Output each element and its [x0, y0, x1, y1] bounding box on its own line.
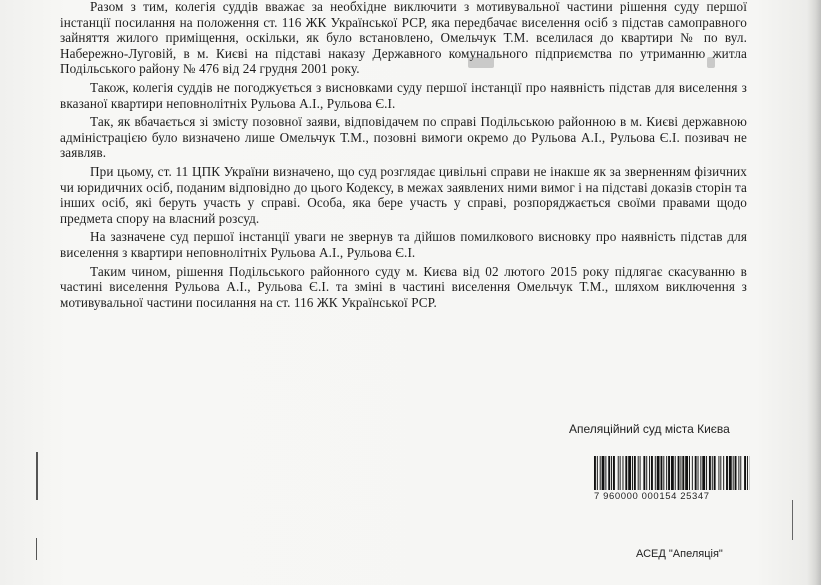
barcode-bar	[729, 456, 732, 490]
barcode-bar	[640, 456, 641, 490]
barcode-bar	[692, 456, 693, 490]
barcode-bar	[700, 456, 701, 490]
barcode-bar	[680, 456, 681, 490]
barcode-bar	[740, 456, 741, 490]
barcode-bar	[709, 456, 711, 490]
barcode-bar	[649, 456, 650, 490]
court-name: Апеляційний суд міста Києва	[569, 422, 730, 436]
barcode-bar	[733, 456, 734, 490]
barcode-number: 7 960000 000154 25347	[594, 491, 710, 502]
barcode-bar	[657, 456, 660, 490]
barcode-bar	[671, 456, 674, 490]
barcode-bar	[620, 456, 621, 490]
barcode-bar	[702, 456, 705, 490]
barcode-bar	[634, 456, 636, 490]
paragraph: Також, колегія суддів не погоджується з висновками суду першої інстанції про наявність підстав для виселення з вказаної квартири неповнолітніх Рульова А.І., Рульова Є.І.	[60, 79, 747, 111]
barcode-bar	[661, 456, 663, 490]
barcode-bar	[744, 456, 746, 490]
scan-shadow-edge	[807, 0, 821, 585]
paragraph: Разом з тим, колегія суддів вважає за необхідне виключити з мотивувальної частини рішення суду першої інстанції посилання на положення ст. 116 ЖК Української РСР, яка передбачає виселення осіб з підстав самоправного зайняття жилого приміщення, оскільки, як було встановлено, Омельчук Т.М. вселилася до квартири № по вул. Набережно-Луговій, в м. Києві на підставі наказу Державного комунального підприємства по утриманню житла Подільського району № 476 від 24 грудня 2001 року.	[60, 0, 747, 77]
barcode-bar	[618, 456, 619, 490]
redaction-smudge	[707, 57, 715, 68]
barcode-bar	[738, 456, 739, 490]
barcode-bar	[638, 456, 639, 490]
barcode-bar	[594, 456, 596, 490]
barcode-bar	[706, 456, 707, 490]
barcode-bar	[600, 456, 601, 490]
barcode-bar	[628, 456, 631, 490]
barcode-bar	[747, 456, 748, 490]
barcode-bar	[685, 456, 688, 490]
document-body	[60, 0, 747, 310]
barcode-bar	[698, 456, 699, 490]
barcode-bar	[663, 456, 664, 490]
paragraph: Так, як вбачається зі змісту позовної заяви, відповідачем по справі Подільською районною в м. Києві державною адміністрацією було визначено лише Омельчук Т.М., позовні вимоги окремо до Рульова А.І., Рульова Є.І. позивач не заявляв.	[60, 114, 747, 161]
barcode-bar	[682, 456, 684, 490]
barcode-bar	[602, 456, 605, 490]
paragraph: На зазначене суд першої інстанції уваги не звернув та дійшов помилкового висновку про наявність підстав для виселення з квартири неповнолітніх Рульова А.І., Рульова Є.І.	[60, 229, 747, 260]
barcode-bar	[608, 456, 610, 490]
barcode-bar	[623, 456, 624, 490]
scan-mark	[792, 500, 801, 540]
footer-label: АСЕД "Апеляція"	[636, 548, 723, 560]
barcode-bar	[643, 456, 645, 490]
margin-mark	[36, 538, 37, 560]
barcode-bar	[605, 456, 606, 490]
barcode-bar	[714, 456, 716, 490]
barcode-bar	[613, 456, 615, 490]
barcode-bar	[675, 456, 676, 490]
barcode-bar	[718, 456, 719, 490]
barcode-bar	[720, 456, 721, 490]
barcode-bar	[735, 456, 737, 490]
margin-mark	[36, 452, 38, 500]
redaction-smudge	[468, 57, 494, 68]
barcode-bar	[712, 456, 713, 490]
barcode-bar	[651, 456, 653, 490]
barcode-bar	[646, 456, 647, 490]
barcode-bar	[689, 456, 690, 490]
barcode-bar	[625, 456, 627, 490]
barcode-bar	[666, 456, 667, 490]
barcode-bar	[678, 456, 680, 490]
paragraph: Таким чином, рішення Подільського районного суду м. Києва від 02 лютого 2015 року підлягає скасуванню в частині виселення Рульова А.І., Рульова Є.І. та зміні в частині виселення Омельчук Т.М., шляхом виключення з мотивувальної частини посилання на ст. 116 ЖК Української РСР.	[60, 263, 747, 310]
barcode-bar	[723, 456, 724, 490]
barcode-bar	[655, 456, 656, 490]
barcode-bar	[597, 456, 598, 490]
barcode-bar	[695, 456, 697, 490]
barcode-bar	[611, 456, 612, 490]
barcode-bar	[668, 456, 670, 490]
barcode-bar	[632, 456, 633, 490]
paragraph: При цьому, ст. 11 ЦПК України визначено, що суд розглядає цивільні справи не інакше як за зверненням фізичних чи юридичних осіб, поданим відповідно до цього Кодексу, в межах заявлених ними вимог і на підставі доказів сторін та інших осіб, які беруть участь у справі. Особа, яка бере участь у справі, розпоряджається своїми правами щодо предмета спору на власний розсуд.	[60, 163, 747, 226]
barcode	[594, 456, 750, 490]
barcode-bar	[726, 456, 728, 490]
